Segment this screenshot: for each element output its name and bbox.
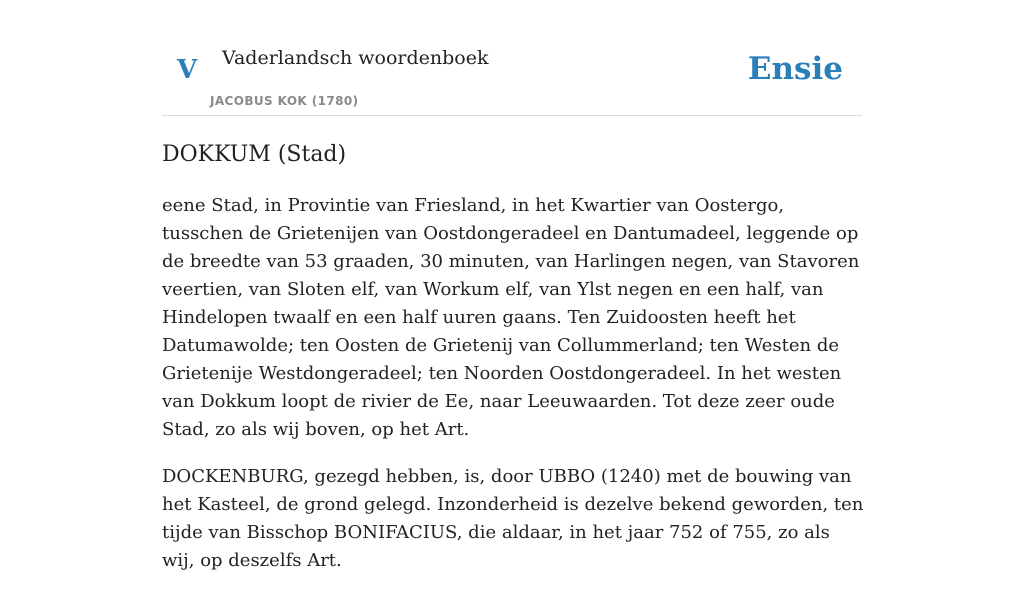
book-logo-letter[interactable]: V — [177, 55, 198, 85]
site-header — [162, 0, 862, 116]
entry-paragraph: eene Stad, in Provintie van Friesland, in het Kwartier van Oostergo, tusschen de Grietenijen van Oostdongeradeel en Dantumadeel, leggende op de breedte van 53 graaden, 30 minuten, van Harlingen negen, van Stavoren veertien, van Sloten elf, van Workum elf, van Ylst negen en een half, van Hindelopen twaalf en een half uuren gaans. Ten Zuidoosten heeft het Datumawolde; ten Oosten de Grietenij van Collummerland; ten Westen de Grietenije Westdongeradeel; ten Noorden Oostdongeradeel. In het westen van Dokkum loopt de rivier de Ee, naar Leeuwaarden. Tot deze zeer oude Stad, zo als wij boven, op het Art. — [162, 195, 860, 440]
book-title-link[interactable]: Vaderlandsch woordenboek — [222, 47, 489, 69]
entry-body — [162, 192, 864, 594]
entry-paragraph: DOCKENBURG, gezegd hebben, is, door UBBO (1240) met de bouwing van het Kasteel, de grond gelegd. Inzonderheid is dezelve bekend geworden, ten tijde van Bisschop BONIFACIUS, die aldaar, in het jaar 752 of 755, zo als wij, op deszelfs Art. — [162, 466, 864, 571]
brand-logo-link[interactable]: Ensie — [747, 51, 843, 87]
entry-title: DOKKUM (Stad) — [162, 142, 347, 167]
book-author: JACOBUS KOK (1780) — [210, 94, 359, 108]
